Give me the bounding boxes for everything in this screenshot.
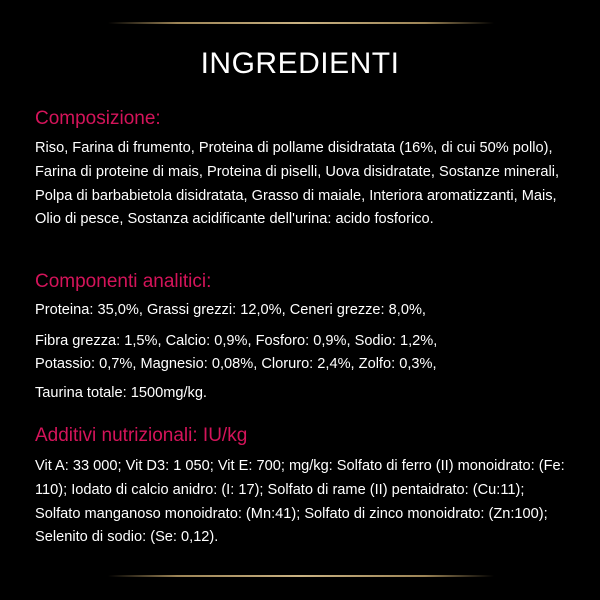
analytical-line: Proteina: 35,0%, Grassi grezzi: 12,0%, Ceneri grezze: 8,0%, — [35, 302, 426, 318]
additives-text: Vit A: 33 000; Vit D3: 1 050; Vit E: 700; mg/kg: Solfato di ferro (II) monoidrato: (Fe: 110); Iodato di calcio anidro: (I: 17); Solfato di rame (II) pentaidrato: (Cu:11); Solfato manganoso monoidrato: (Mn:41); Solfato di zinco monoidrato: (Zn:100); Selenito di sodio: (Se: 0,12). — [35, 458, 565, 546]
composition-heading: Composizione: — [35, 108, 161, 129]
analytical-line: Taurina totale: 1500mg/kg. — [35, 385, 207, 401]
composition-text: Riso, Farina di frumento, Proteina di pollame disidratata (16%, di cui 50% pollo), Farina di proteine di mais, Proteina di piselli, Uova disidratate, Sostanze minerali, Polpa di barbabietola disidratata, Grasso di maiale, Interiora aromatizzanti, Mais, Olio di pesce, Sostanza acidificante dell'urina: acido fosforico. — [35, 140, 560, 228]
page-title: INGREDIENTI — [200, 47, 400, 80]
analytical-line: Fibra grezza: 1,5%, Calcio: 0,9%, Fosforo: 0,9%, Sodio: 1,2%, — [35, 333, 438, 349]
analytical-heading: Componenti analitici: — [35, 271, 212, 292]
additives-heading: Additivi nutrizionali: IU/kg — [35, 425, 248, 446]
bottom-gold-divider — [108, 575, 494, 577]
analytical-line: Potassio: 0,7%, Magnesio: 0,08%, Cloruro: 2,4%, Zolfo: 0,3%, — [35, 356, 437, 372]
top-gold-divider — [108, 22, 494, 24]
